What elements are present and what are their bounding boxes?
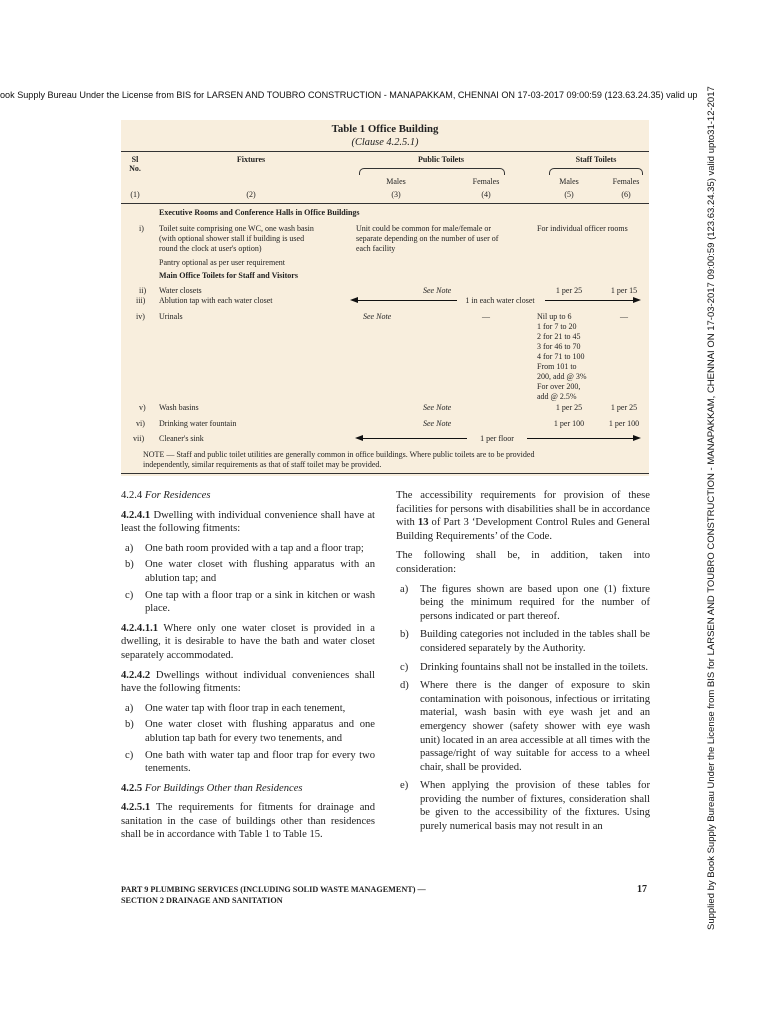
row-iv-staff-males-6: From 101 to — [537, 362, 577, 371]
table-1-office-building — [121, 120, 649, 476]
row-ii-number: ii) — [139, 286, 147, 295]
footer-line1: PART 9 PLUMBING SERVICES (INCLUDING SOLID WASTE MANAGEMENT) — — [121, 885, 426, 894]
row-iv-fixture: Urinals — [159, 312, 183, 321]
row-iv-staff-males-7: 200, add @ 3% — [537, 372, 587, 381]
row-ii-fixture: Water closets — [159, 286, 202, 295]
table-rule-header — [121, 203, 649, 204]
arrow-left-line — [357, 300, 457, 301]
header-staff-toilets: Staff Toilets — [575, 155, 617, 164]
list-item: a) The figures shown are based upon one (1) fixture being the minimum required for the number of persons indicated or part thereof. — [400, 583, 650, 622]
row-i-staff: For individual officer rooms — [537, 224, 628, 233]
header-staff-females: Females — [612, 177, 640, 186]
row-iii-number: iii) — [136, 296, 146, 305]
row-vii-fixture: Cleaner's sink — [159, 434, 204, 443]
arrow2-right-head — [633, 435, 641, 441]
list-item: c) Drinking fountains shall not be installed in the toilets. — [400, 661, 649, 673]
row-ii-staff-females: 1 per 15 — [610, 286, 638, 295]
header-public-toilets: Public Toilets — [417, 155, 464, 164]
row-v-number: v) — [139, 403, 146, 412]
arrow-right-head — [633, 297, 641, 303]
row-iv-staff-males-2: 1 for 7 to 20 — [537, 322, 577, 331]
row-v-public: See Note — [423, 403, 452, 412]
page-number: 17 — [637, 884, 647, 895]
row-iv-number: iv) — [136, 312, 145, 321]
header-col2: (2) — [246, 190, 256, 199]
list-item: c) One bath with water tap and floor trap for every two tenements. — [125, 749, 375, 775]
header-col1: (1) — [130, 190, 140, 199]
row-i-fixture-line3: round the clock at user's option) — [159, 244, 262, 253]
header-staff-males: Males — [559, 177, 579, 186]
row-v-staff-males: 1 per 25 — [555, 403, 583, 412]
watermark-side: Supplied by Book Supply Bureau Under the License from BIS for LARSEN AND TOUBRO CONSTRUCTION - MANAPAKKAM, CHENNAI ON 17-03-2017 09:00:59 (123.63.24.35) valid upto31-12-2017 — [706, 86, 717, 930]
para-consideration: The following shall be, in addition, taken into consideration: — [396, 550, 650, 575]
arrow2-right-line — [527, 438, 633, 439]
header-no: No. — [129, 164, 141, 173]
table-clause: (Clause 4.2.5.1) — [351, 137, 419, 148]
row-v-fixture: Wash basins — [159, 403, 199, 412]
right-column — [396, 489, 650, 837]
table-note-line1: NOTE — Staff and public toilet utilities are generally common in office buildings. Where public toilets are to be provided — [143, 450, 535, 459]
row-i-public-line2: separate depending on the number of user of — [356, 234, 499, 243]
heading-4-2-4: 4.2.4 For Residences — [121, 490, 211, 501]
row-vii-number: vii) — [133, 434, 145, 443]
row-i-number: i) — [139, 224, 144, 233]
list-item: a) One bath room provided with a tap and a floor trap; — [125, 542, 364, 554]
row-v-staff-females: 1 per 25 — [610, 403, 638, 412]
para-4-2-4-1: 4.2.4.1 Dwelling with individual convenience shall have at least the following fitments: — [121, 509, 375, 535]
header-public-females: Females — [472, 177, 500, 186]
header-sl: Sl — [131, 155, 139, 164]
heading-4-2-5: 4.2.5 For Buildings Other than Residences — [121, 782, 303, 794]
list-item: b) One water closet with flushing apparatus and one ablution tap bath for every two tenements, and — [125, 719, 375, 744]
list-item: d) Where there is the danger of exposure to skin contamination with poisonous, infectious or irritating material, wash basin with eye wash jet and an emergency shower (safety shower with eye wash unit) located in an area accessible at all times with the passage/right of way suitable for access to a wheel chair, shall be provided. — [400, 680, 650, 773]
row-vii-span: 1 per floor — [480, 434, 514, 443]
row-iii-span: 1 in each water closet — [465, 296, 535, 305]
row-iv-staff-males-8: For over 200, — [537, 382, 581, 391]
para-4-2-4-1-1: 4.2.4.1.1 Where only one water closet is provided in a dwelling, it is desirable to have the bath and water closet separately accommodated. — [121, 622, 375, 661]
list-item: b) One water closet with flushing apparatus with an ablution tap; and — [125, 559, 375, 584]
para-accessibility: The accessibility requirements for provision of these facilities for persons with disabilities shall be in accordance with 13 of Part 3 ‘Development Control Rules and General Building Requirements’ of the Code. — [396, 490, 651, 542]
header-col6: (6) — [621, 190, 631, 199]
table-rule-bottom — [121, 473, 649, 474]
row-vi-public: See Note — [423, 419, 452, 428]
row-i-fixture-line2: (with optional shower stall if building is used — [159, 234, 305, 243]
para-4-2-4-2: 4.2.4.2 Dwellings without individual conveniences shall have the following fitments: — [121, 669, 375, 695]
row-iv-staff-males-4: 3 for 46 to 70 — [537, 342, 581, 351]
arrow-right-line — [545, 300, 633, 301]
table-title: Table 1 Office Building — [331, 123, 439, 135]
header-col5: (5) — [564, 190, 574, 199]
row-iv-staff-males-1: Nil up to 6 — [537, 312, 572, 321]
footer-line2: SECTION 2 DRAINAGE AND SANITATION — [121, 896, 283, 905]
header-public-males: Males — [386, 177, 406, 186]
row-iv-staff-males-5: 4 for 71 to 100 — [537, 352, 585, 361]
row-vi-staff-males: 1 per 100 — [553, 419, 585, 428]
row-vi-number: vi) — [136, 419, 145, 428]
row-iv-staff-females: — — [620, 312, 628, 321]
row-iii-fixture: Ablution tap with each water closet — [159, 296, 273, 305]
arrow2-left-line — [362, 438, 467, 439]
table-note-line2: independently, similar requirements as that of staff toilet may be provided. — [143, 460, 382, 469]
section-main-office-toilets: Main Office Toilets for Staff and Visitors — [159, 271, 298, 280]
row-ii-public: See Note — [423, 286, 452, 295]
list-item: b) Building categories not included in the tables shall be considered separately by the Authority. — [400, 629, 650, 654]
header-col3: (3) — [391, 190, 401, 199]
row-i-public-line1: Unit could be common for male/female or — [356, 224, 492, 233]
row-i-public-line3: each facility — [356, 244, 396, 253]
row-i-fixture-line1: Toilet suite comprising one WC, one wash basin — [159, 224, 314, 233]
header-col4: (4) — [481, 190, 491, 199]
section-executive-rooms: Executive Rooms and Conference Halls in Office Buildings — [159, 208, 360, 217]
row-ii-staff-males: 1 per 25 — [555, 286, 583, 295]
row-i-pantry: Pantry optional as per user requirement — [159, 258, 285, 267]
row-iv-public-females: — — [482, 312, 490, 321]
list-item: a) One water tap with floor trap in each tenement, — [125, 702, 346, 714]
para-4-2-5-1: 4.2.5.1 The requirements for fitments for drainage and sanitation in the case of buildings other than residences shall be in accordance with Table 1 to Table 15. — [121, 802, 375, 841]
row-vi-fixture: Drinking water fountain — [159, 419, 237, 428]
list-item: c) One tap with a floor trap or a sink in kitchen or wash place. — [125, 589, 375, 615]
list-item: e) When applying the provision of these tables for providing the number of fixtures, consideration shall be given to the accessibility of the fixtures. Using purely numerical basis may not result in an — [400, 780, 650, 833]
header-fixtures: Fixtures — [236, 155, 266, 164]
table-rule-top — [121, 151, 649, 152]
left-column — [121, 489, 375, 848]
row-vi-staff-females: 1 per 100 — [608, 419, 640, 428]
watermark-top: ook Supply Bureau Under the License from BIS for LARSEN AND TOUBRO CONSTRUCTION - MANAPAKKAM, CHENNAI ON 17-03-2017 09:00:59 (123.63.24.35) valid up — [0, 90, 698, 100]
row-iv-staff-males-3: 2 for 21 to 45 — [537, 332, 581, 341]
row-iv-staff-males-9: add @ 2.5% — [537, 392, 577, 401]
public-brace — [359, 168, 505, 175]
page-footer — [121, 884, 649, 906]
row-iv-public-males: See Note — [363, 312, 392, 321]
staff-brace — [549, 168, 643, 175]
